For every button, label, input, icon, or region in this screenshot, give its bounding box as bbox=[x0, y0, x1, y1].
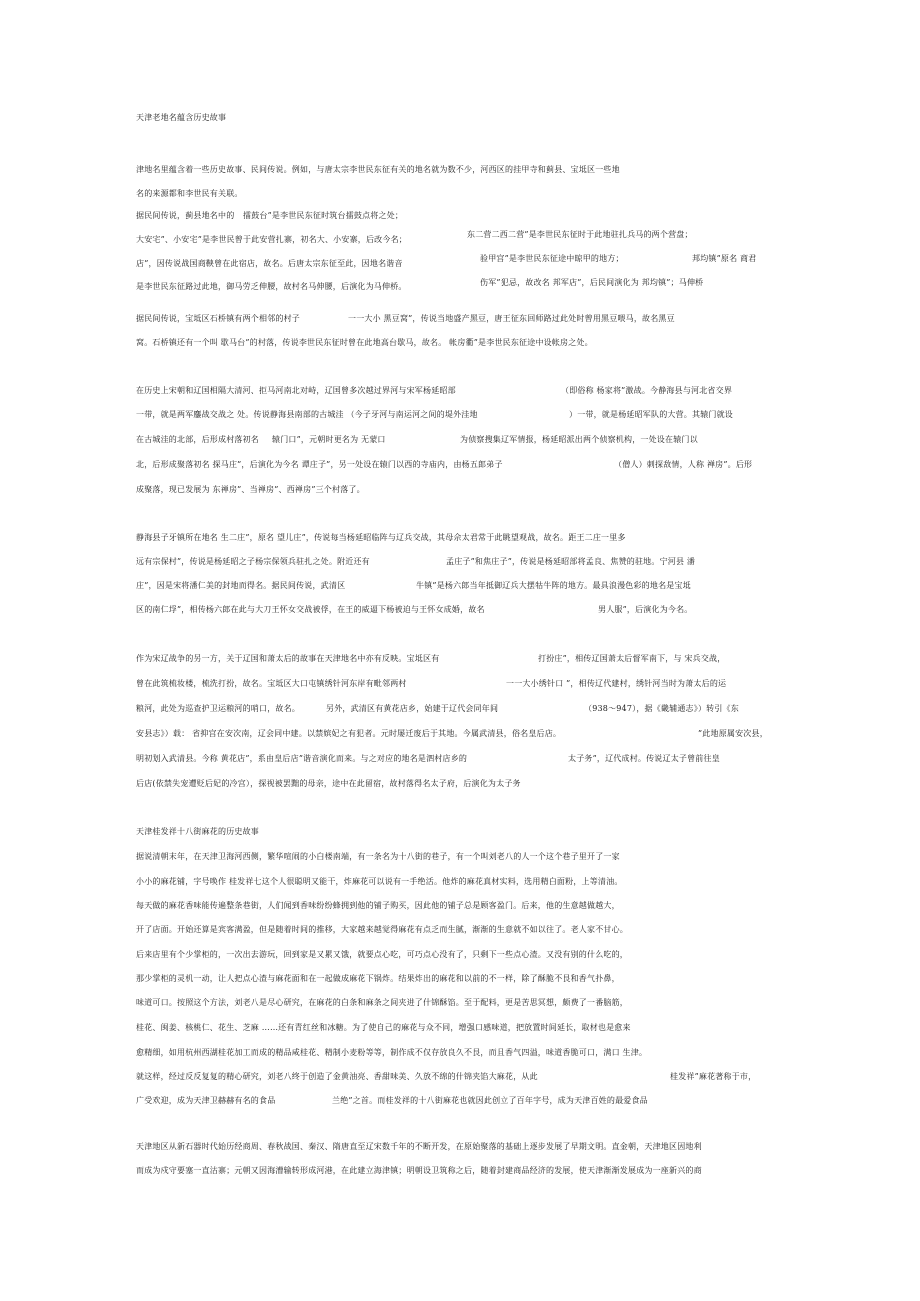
text-segment: 桂发祥”麻花著称于市， bbox=[670, 1072, 757, 1081]
paragraph-line: 愈精细，如用杭州西湖桂花加工而成的精品咸桂花、精制小麦粉等等，制作成不仅存放良久不艮，而且香气四溢，味道香脆可口，满口 生津。 bbox=[136, 1048, 648, 1057]
paragraph-line: 成聚落，现已发展为 东禅房”、当禅房”、西禅房”三个村落了。 bbox=[136, 485, 365, 494]
text-segment: 兰绝”之首。而桂发祥的十八街麻花也就因此创立了百年字号，成为天津百姓的最爱食品 bbox=[332, 1096, 648, 1105]
paragraph-line: 伤军”犯忌，故改名 邦军店”，后民间演化为 邦均镇”；马伸桥 bbox=[480, 278, 704, 287]
paragraph-line: 后来店里有个少掌柜的，一次出去游玩，回到家是又累又饿，就要点心吃，可巧点心没有了，只剩下一些点心渣。又没有别的什么吃的， bbox=[136, 950, 628, 959]
section-heading: 天津桂发祥十八街麻花的历史故事 bbox=[136, 827, 259, 836]
paragraph-line: 桂花、闽姜、核桃仁、花生、芝麻 ……还有青红丝和冰糖。为了使自己的麻花与众不同，增强口感味道，把放置时间延长，取材也是愈来 bbox=[136, 1023, 631, 1032]
paragraph-line: 名的来源都和李世民有关联。 bbox=[136, 189, 243, 198]
text-segment: 一一大小绣针口 ”，相传辽代建村，绣针河当时为萧太后的运 bbox=[506, 679, 727, 688]
text-segment: 广受欢迎，成为天津卫赫赫有名的食品 bbox=[136, 1096, 276, 1105]
text-segment: 据民间传说，宝坻区石桥镇有两个相邻的村子 bbox=[136, 314, 300, 323]
text-segment: 打扮庄”，相传辽国萧太后督军南下，与 宋兵交战， bbox=[538, 654, 726, 663]
text-segment: 在古城洼的北部，后形成村落初名 bbox=[136, 435, 259, 444]
paragraph-line bbox=[136, 1096, 648, 1136]
text-segment: 另外，武清区有黄花店乡，始建于辽代会同年间 bbox=[326, 704, 499, 713]
paragraph-line: 那少掌柜的灵机一动，让人把点心渣与麻花面和在一起做成麻花下锅炸。结果炸出的麻花和以前的不一样，除了酥脆不艮和香气扑鼻， bbox=[136, 974, 620, 983]
paragraph-line: 小小的麻花铺，字号唤作 桂发祥七这个人很聪明又能干，炸麻花可以说有一手绝活。他炸的麻花真材实料，选用精白面粉，上等清油。 bbox=[136, 877, 623, 886]
text-segment: 牛镇”是杨六郎当年抵御辽兵大摆牯牛阵的地方。最具浪漫色彩的地名是宝坻 bbox=[416, 581, 691, 590]
text-segment: 北，后形成聚落初名 探马庄”，后演化为今名 谭庄子”，另一处设在辕门以西的寺庙内，由杨五郎弟子 bbox=[136, 460, 503, 469]
text-segment: 粮河，此处为巡查护卫运粮河的哨口，故名。 bbox=[136, 704, 300, 713]
text-segment: 为侦察搜集辽军情报，杨延昭派出两个侦察机构，一处设在辕门以 bbox=[460, 435, 698, 444]
text-segment: 曾在此筑梳妆楼，梳洗打扮，故名。宝坻区大口屯镇绣针河东岸有毗邻两村 bbox=[136, 679, 407, 688]
paragraph-line: 验甲宫”是李世民东征途中晾甲的地方； bbox=[480, 254, 624, 263]
paragraph-line: 大安宅”、小安宅”是李世民曾于此安营扎寨，初名大、小安寨，后改今名； bbox=[136, 235, 407, 244]
text-segment: 一一大小 黑豆窝”，传说当地盛产黑豆，唐王征东回师路过此处时曾用黑豆喂马，故名黑豆 bbox=[348, 314, 675, 323]
paragraph-line: 开了店面。开始还算是宾客满盈，但是随着时间的推移，大家越来越觉得麻花有点乏而生腻，渐渐的生意就不如以往了。老人家不甘心。 bbox=[136, 925, 628, 934]
paragraph-line: 每天做的麻花香味能传遍整条巷街，人们闻到香味纷纷蜂拥到他的铺子购买，因此他的铺子总是顾客盈门。后来，他的生意越做越大， bbox=[136, 901, 620, 910]
text-segment: （僧人）刺探敌情，人称 禅房”。后形 bbox=[614, 460, 753, 469]
paragraph-line: 静海县子牙镇所在地名 生二庄”，原名 望儿庄”，传说每当杨延昭临阵与辽兵交战，其母佘太君常于此眺望观战，故名。距王二庄一里多 bbox=[136, 533, 626, 542]
text-segment: 安县志》）载： 省抑宫在安次南，辽会同中建。以禁嫔妃之有犯者。元时屡迁废后于其地。今属武清县，俗名皇后店。 bbox=[136, 729, 562, 738]
text-segment: 区的南仁垺”，相传杨六郎在此与大刀王怀女交战被俘，在王的威逼下杨被迫与王怀女成婚，故名 bbox=[136, 605, 485, 614]
text-segment: 庄”，因是宋将潘仁美的封地而得名。据民间传说，武清区 bbox=[136, 581, 346, 590]
paragraph-line: 后店(依禁失宠遭贬后妃的冷宫），探视被罢黜的母亲，途中在此留宿，故村落得名太子府，后演化为太子务 bbox=[136, 779, 521, 788]
paragraph-line: 邦均镇”原名 商君 bbox=[692, 254, 757, 263]
paragraph-line: 津地名里蕴含着一些历史故事、民间传说。例如，与唐太宗李世民东征有关的地名就为数不少，河西区的挂甲寺和蓟县、宝坻区一些地 bbox=[136, 165, 620, 174]
text-segment: （938〜947），据《畿辅通志》）转引《东 bbox=[584, 704, 739, 713]
text-segment: 孟庄子”和焦庄子”，传说是杨延昭部将孟良、焦赞的驻地。宁河县 潘 bbox=[446, 557, 696, 566]
text-segment: ”此地原属安次县， bbox=[698, 729, 768, 738]
paragraph-line: 擂鼓台”是李世民东征时筑台擂鼓点将之处； bbox=[243, 211, 404, 220]
paragraph-line: 是李世民东征路过此地，御马劳乏伸腰，故村名马伸腰，后演化为马伸桥。 bbox=[136, 282, 407, 291]
text-segment: 在历史上宋朝和辽国相隔大清河、拒马河南北对峙，辽国曾多次越过界河与宋军杨延昭部 bbox=[136, 386, 456, 395]
paragraph-line: 据民间传说，蓟县地名中的 bbox=[136, 211, 235, 220]
text-segment: （即俗称 杨家将”激战。今静海县与河北省交界 bbox=[561, 386, 733, 395]
paragraph-line: 东二营二西二营”是李世民东征时于此地驻扎兵马的两个营盘； bbox=[467, 230, 693, 239]
text-segment: 就这样，经过反反复复的精心研究，刘老八终于创造了金黄油亮、香甜味美、久放不绵的什锦夹馅大麻花，从此 bbox=[136, 1072, 538, 1081]
text-segment: 明初划入武清县。今称 黄花店”，系由皇后店”谐音演化而来。与之对应的地名是泗村店乡的 bbox=[136, 754, 468, 763]
paragraph-line: 而成为戍守要塞一直沽寨；元朝又因海漕输转形成河港，在此建立海津镇；明朝设卫筑称之后，随着封建商品经济的发展，使天津渐渐发展成为一座新兴的商 bbox=[136, 1166, 702, 1175]
paragraph-line: 窝。石桥镇还有一个叫 歇马台”的村落，传说李世民东征时曾在此地高台歇马，故名。 帐房衢”是李世民东征途中设帐房之处。 bbox=[136, 338, 593, 347]
paragraph-line bbox=[136, 605, 693, 645]
text-segment: 远有宗保村”，传说是杨延昭之子杨宗保领兵驻扎之处。附近还有 bbox=[136, 557, 370, 566]
text-segment: 一带，就是两军鏖战交战之 处。传说静海县南部的古城洼 （今子牙河与南运河之间的堤外洼地 bbox=[136, 410, 478, 419]
text-segment: 作为宋辽战争的另一方，关于辽国和萧太后的故事在天津地名中亦有反映。宝坻区有 bbox=[136, 654, 440, 663]
paragraph-line: 据说清朝末年，在天津卫海河西侧，繁华喧闹的小白楼南端，有一条名为十八街的巷子，有一个叫刘老八的人一个这个巷子里开了一家 bbox=[136, 852, 620, 861]
text-segment: ）一带，就是杨延昭军队的大营。其辕门就设 bbox=[569, 410, 733, 419]
paragraph-line: 天津地区从新石器时代始历经商周、春秋战国、秦汉、隋唐直至辽宋数千年的不断开发，在原始聚落的基础上逐步发展了早期文明。直金朝，天津地区因地利 bbox=[136, 1142, 702, 1151]
text-segment: 太子务”，辽代成村。传说辽太子曾前往皇 bbox=[568, 754, 720, 763]
document-title: 天津老地名蕴含历史故事 bbox=[136, 113, 227, 122]
text-segment: 辕门口”，元朝时更名为 无蒙口 bbox=[272, 435, 386, 444]
paragraph-line: 店”，因传说战国商鞅曾在此宿店，故名。后唐太宗东征至此，因地名谐音 bbox=[136, 259, 403, 268]
paragraph-line: 味道可口。按照这个方法，刘老八是尽心研究，在麻花的白条和麻条之间夹进了什锦酥馅。至于配料，更是苦思冥想，颇费了一番脑筋， bbox=[136, 998, 628, 1007]
text-segment: 男人服”，后演化为今名。 bbox=[598, 605, 693, 614]
